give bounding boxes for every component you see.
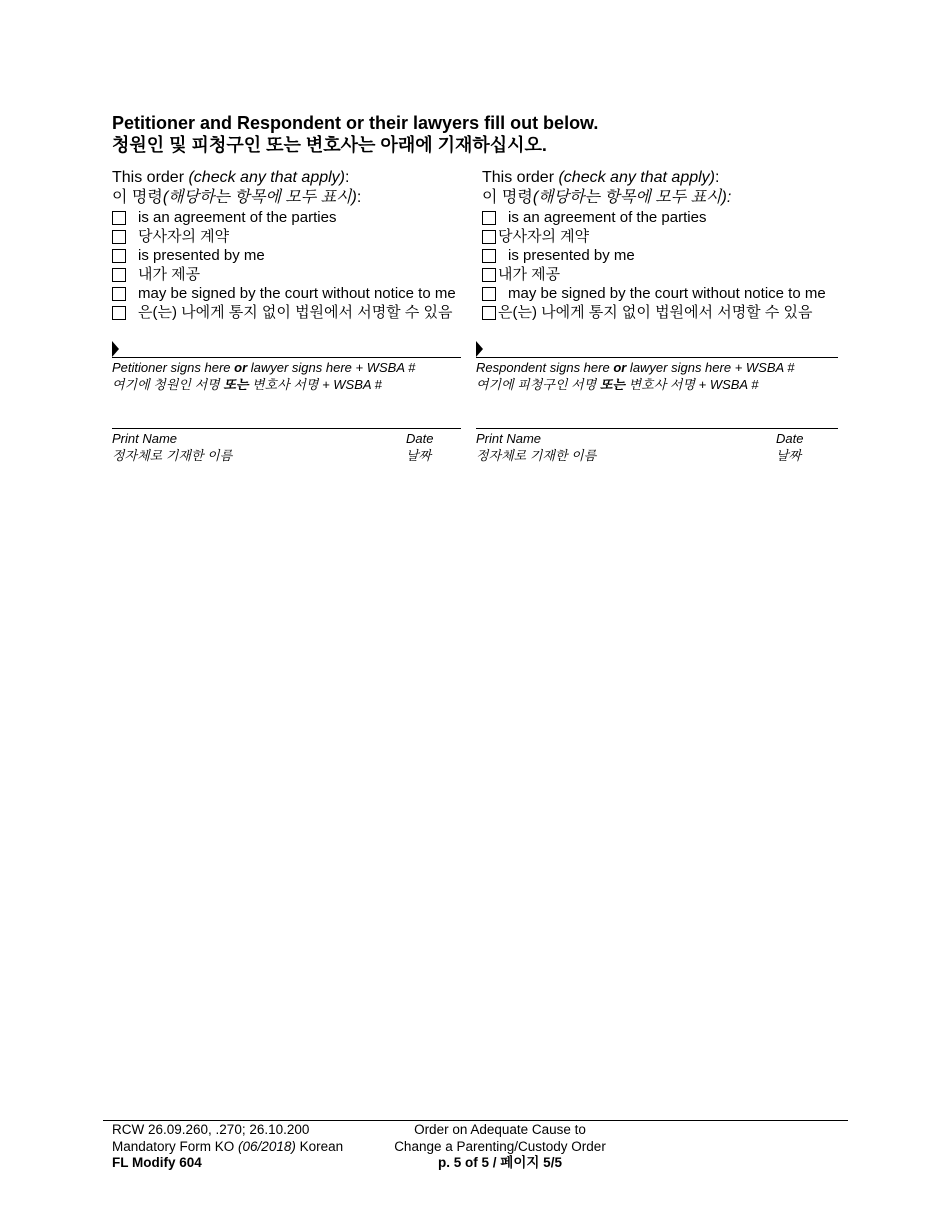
order-label-en: This order (check any that apply): [482, 169, 720, 186]
date-label: Date [776, 431, 804, 446]
petitioner-date-caption [406, 430, 433, 464]
sign-here-marker [112, 341, 119, 357]
order-label-ko: 이 명령(해당하는 항목에 모두 표시): [112, 189, 362, 206]
option-presented[interactable]: is presented by me [482, 246, 842, 265]
option-presented-ko[interactable]: 내가 제공 [482, 265, 842, 284]
footer-mandatory: Mandatory Form KO (06/2018) Korean [112, 1138, 344, 1154]
print-name-label-ko: 정자체로 기재한 이름 [112, 448, 233, 463]
petitioner-sign-caption-ko: 여기에 청원인 서명 또는 변호사 서명 + WSBA # [112, 377, 382, 392]
option-signed-without-notice[interactable]: may be signed by the court without notice to me [112, 284, 474, 303]
checkbox[interactable] [482, 268, 496, 282]
date-label-ko: 날짜 [776, 448, 802, 463]
print-name-label-ko: 정자체로 기재한 이름 [476, 448, 597, 463]
footer-form-id: FL Modify 604 [112, 1155, 202, 1170]
date-label: Date [406, 431, 434, 446]
order-label-ko: 이 명령(해당하는 항목에 모두 표시): [482, 189, 732, 206]
footer-page-number: p. 5 of 5 / 페이지 5/5 [438, 1155, 562, 1170]
print-name-label: Print Name [112, 431, 178, 446]
respondent-print-name-caption [476, 430, 596, 464]
footer-center [370, 1122, 630, 1172]
petitioner-print-name-caption [112, 430, 232, 464]
print-name-label: Print Name [476, 431, 542, 446]
petitioner-signature-line[interactable] [112, 357, 461, 358]
option-agreement-ko[interactable]: 당사자의 계약 [112, 227, 474, 246]
option-signed-without-notice-ko[interactable]: 은(는) 나에게 통지 없이 법원에서 서명할 수 있음 [482, 303, 842, 322]
footer-title-line-2: Change a Parenting/Custody Order [394, 1138, 606, 1154]
respondent-sign-caption [476, 359, 795, 393]
option-presented-ko[interactable]: 내가 제공 [112, 265, 474, 284]
respondent-sign-caption-en: Respondent signs here or lawyer signs here + WSBA # [476, 360, 795, 375]
date-label-ko: 날짜 [406, 448, 432, 463]
option-agreement[interactable]: is an agreement of the parties [112, 208, 474, 227]
checkbox[interactable] [112, 211, 126, 225]
footer-left [112, 1122, 343, 1172]
checkbox[interactable] [112, 249, 126, 263]
sign-here-marker [476, 341, 483, 357]
checkbox[interactable] [482, 287, 496, 301]
checkbox[interactable] [112, 230, 126, 244]
checkbox[interactable] [112, 287, 126, 301]
option-signed-without-notice-ko[interactable]: 은(는) 나에게 통지 없이 법원에서 서명할 수 있음 [112, 303, 474, 322]
option-agreement[interactable]: is an agreement of the parties [482, 208, 842, 227]
petitioner-print-name-line[interactable] [112, 428, 461, 429]
page-heading [112, 112, 598, 156]
order-label-en: This order (check any that apply): [112, 169, 350, 186]
heading-ko: 청원인 및 피청구인 또는 변호사는 아래에 기재하십시오. [112, 135, 547, 155]
checkbox[interactable] [482, 249, 496, 263]
footer-rcw: RCW 26.09.260, .270; 26.10.200 [112, 1122, 310, 1137]
respondent-signature-line[interactable] [476, 357, 838, 358]
petitioner-sign-caption [112, 359, 415, 393]
footer-divider [103, 1120, 848, 1121]
petitioner-section [112, 168, 474, 322]
option-signed-without-notice[interactable]: may be signed by the court without notice to me [482, 284, 842, 303]
checkbox[interactable] [482, 230, 496, 244]
respondent-sign-caption-ko: 여기에 피청구인 서명 또는 변호사 서명 + WSBA # [476, 377, 759, 392]
respondent-section [482, 168, 842, 322]
petitioner-sign-caption-en: Petitioner signs here or lawyer signs here + WSBA # [112, 360, 416, 375]
checkbox[interactable] [112, 306, 126, 320]
footer-title-line-1: Order on Adequate Cause to [414, 1122, 586, 1137]
checkbox[interactable] [112, 268, 126, 282]
option-agreement-ko[interactable]: 당사자의 계약 [482, 227, 842, 246]
checkbox[interactable] [482, 306, 496, 320]
checkbox[interactable] [482, 211, 496, 225]
heading-en: Petitioner and Respondent or their lawyers fill out below. [112, 113, 599, 133]
respondent-date-caption [776, 430, 803, 464]
option-presented[interactable]: is presented by me [112, 246, 474, 265]
respondent-print-name-line[interactable] [476, 428, 838, 429]
